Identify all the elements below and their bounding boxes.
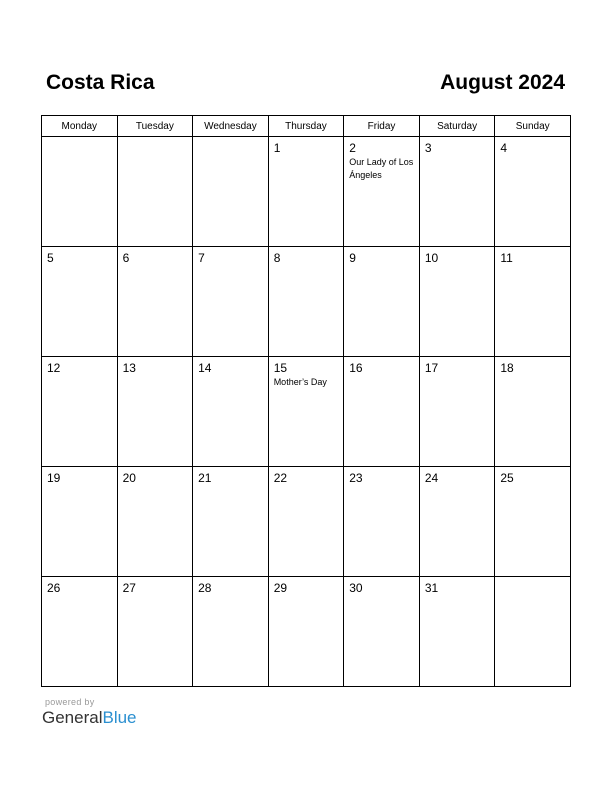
day-number: 6 bbox=[122, 251, 130, 265]
day-cell bbox=[419, 577, 495, 687]
weekday-header: Monday bbox=[42, 116, 118, 137]
day-number: 10 bbox=[424, 251, 439, 265]
day-number: 4 bbox=[500, 141, 508, 155]
day-number: 30 bbox=[349, 581, 363, 595]
day-cell bbox=[193, 577, 269, 687]
day-number: 15 bbox=[273, 361, 288, 375]
day-number: 25 bbox=[500, 471, 514, 485]
day-number: 20 bbox=[122, 471, 136, 485]
day-number: 17 bbox=[424, 361, 439, 375]
day-cell bbox=[495, 467, 571, 577]
day-number: 2 bbox=[349, 141, 356, 155]
day-cell bbox=[117, 577, 193, 687]
brand-blue-text: Blue bbox=[102, 708, 137, 727]
week-row bbox=[42, 247, 571, 357]
day-number: 18 bbox=[500, 361, 514, 375]
weekday-header: Sunday bbox=[495, 116, 571, 137]
day-number: 19 bbox=[47, 471, 61, 485]
day-number: 14 bbox=[198, 361, 212, 375]
day-number: 9 bbox=[349, 251, 356, 265]
day-number: 23 bbox=[349, 471, 363, 485]
day-number: 7 bbox=[198, 251, 205, 265]
day-cell bbox=[42, 467, 118, 577]
day-number: 16 bbox=[349, 361, 363, 375]
day-number: 3 bbox=[424, 141, 432, 155]
day-cell bbox=[419, 467, 495, 577]
powered-by-label: powered by bbox=[45, 697, 95, 707]
weekday-header-row bbox=[42, 116, 571, 137]
day-cell bbox=[419, 137, 495, 247]
month-title: August 2024 bbox=[440, 71, 565, 94]
day-cell bbox=[495, 137, 571, 247]
day-number: 26 bbox=[47, 581, 61, 595]
day-cell bbox=[495, 357, 571, 467]
day-cell bbox=[268, 357, 344, 467]
day-number: 21 bbox=[198, 471, 212, 485]
day-number: 12 bbox=[47, 361, 61, 375]
day-number: 5 bbox=[47, 251, 54, 265]
brand-general-text: General bbox=[42, 708, 103, 727]
day-cell bbox=[117, 357, 193, 467]
day-cell bbox=[193, 137, 269, 247]
day-number: 13 bbox=[122, 361, 136, 375]
holiday-label: Mother’s Day bbox=[273, 377, 327, 387]
day-cell bbox=[193, 357, 269, 467]
weekday-header: Saturday bbox=[419, 116, 495, 137]
holiday-label: Our Lady of Los Ángeles bbox=[349, 157, 414, 180]
day-cell bbox=[42, 577, 118, 687]
calendar-grid bbox=[41, 115, 571, 687]
day-cell bbox=[268, 247, 344, 357]
week-row bbox=[42, 137, 571, 247]
day-number: 28 bbox=[198, 581, 212, 595]
day-cell bbox=[117, 247, 193, 357]
day-cell bbox=[344, 137, 420, 247]
day-number: 8 bbox=[273, 251, 281, 265]
day-cell bbox=[42, 357, 118, 467]
day-cell bbox=[344, 467, 420, 577]
day-cell bbox=[42, 137, 118, 247]
weekday-header: Wednesday bbox=[193, 116, 269, 137]
day-cell bbox=[344, 247, 420, 357]
day-cell bbox=[268, 467, 344, 577]
generalblue-logo[interactable] bbox=[42, 708, 137, 728]
day-cell bbox=[117, 137, 193, 247]
day-cell bbox=[419, 357, 495, 467]
country-title: Costa Rica bbox=[46, 71, 155, 94]
day-cell bbox=[495, 577, 571, 687]
day-number: 29 bbox=[273, 581, 288, 595]
day-cell bbox=[495, 247, 571, 357]
weekday-header: Thursday bbox=[268, 116, 344, 137]
weekday-header: Tuesday bbox=[117, 116, 193, 137]
day-cell bbox=[117, 467, 193, 577]
day-cell bbox=[193, 247, 269, 357]
day-cell bbox=[193, 467, 269, 577]
day-cell bbox=[344, 577, 420, 687]
day-cell bbox=[344, 357, 420, 467]
week-row bbox=[42, 577, 571, 687]
day-number: 22 bbox=[273, 471, 288, 485]
day-cell bbox=[268, 137, 344, 247]
week-row bbox=[42, 467, 571, 577]
day-number: 11 bbox=[500, 251, 513, 265]
day-number: 24 bbox=[424, 471, 439, 485]
day-cell bbox=[419, 247, 495, 357]
day-cell bbox=[42, 247, 118, 357]
day-number: 1 bbox=[273, 141, 281, 155]
day-number: 27 bbox=[122, 581, 136, 595]
day-cell bbox=[268, 577, 344, 687]
weekday-header: Friday bbox=[344, 116, 420, 137]
week-row bbox=[42, 357, 571, 467]
day-number: 31 bbox=[424, 581, 439, 595]
